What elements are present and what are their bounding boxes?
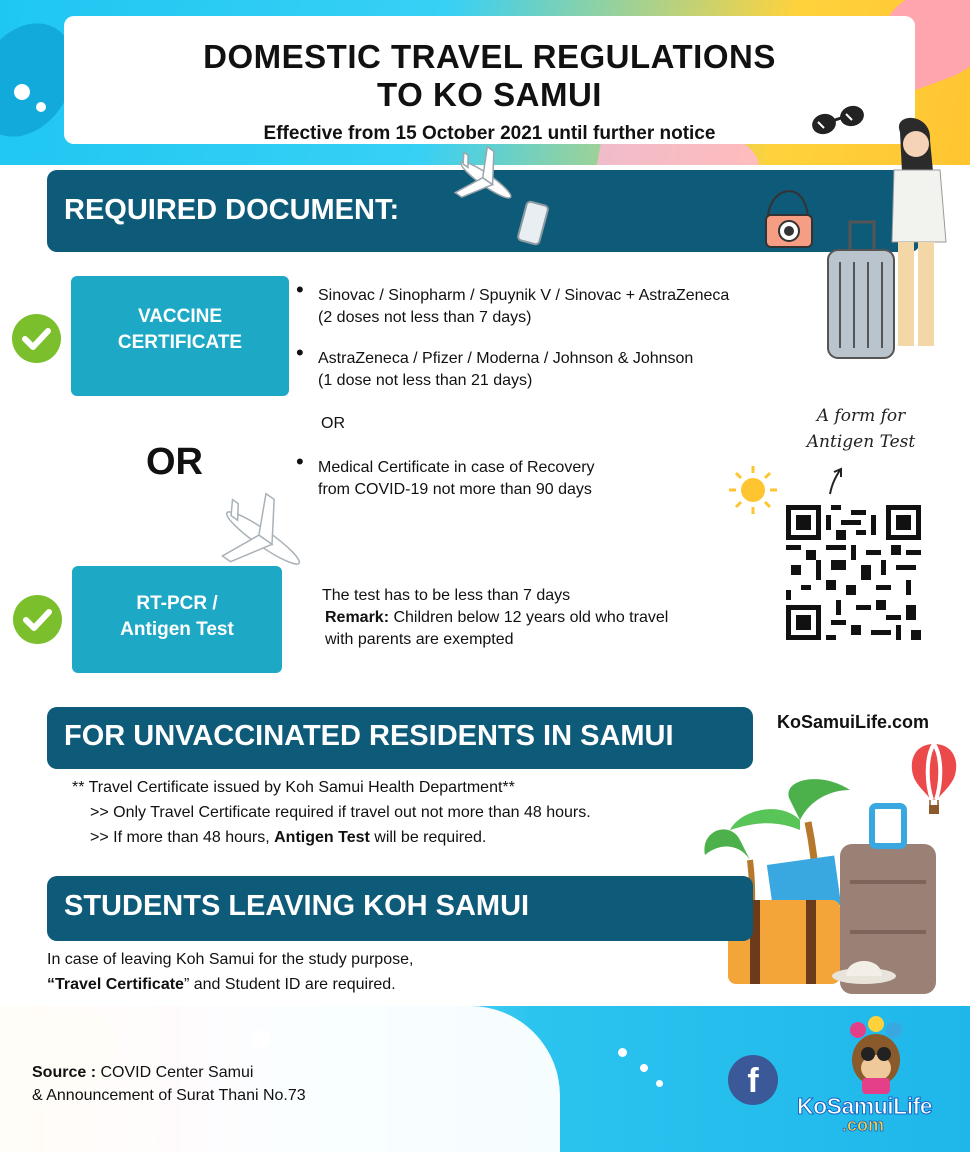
bubble-decor	[618, 1048, 627, 1057]
source-line1	[32, 1061, 306, 1084]
remark-label: Remark:	[325, 609, 390, 626]
airplane-icon	[446, 140, 526, 220]
unvaccinated-text	[72, 775, 591, 850]
vaccine-box-line1: VACCINE	[137, 306, 223, 327]
facebook-icon[interactable]: f	[728, 1055, 778, 1105]
or-small-label: OR	[321, 415, 345, 432]
bullet-dot: •	[296, 340, 304, 365]
bubble-decor	[640, 1064, 648, 1072]
check-icon	[12, 314, 61, 363]
test-box-line2: Antigen Test	[120, 619, 234, 640]
phone-icon	[516, 200, 550, 248]
kosamuilife-logo-mascot	[836, 1016, 916, 1096]
bullet-line2: (1 dose not less than 21 days)	[318, 372, 533, 389]
check-icon	[13, 595, 62, 644]
bullet-dot: •	[296, 277, 304, 302]
bullet-line1: AstraZeneca / Pfizer / Moderna / Johnson & Johnson	[318, 350, 694, 367]
bullet-line1: Medical Certificate in case of Recovery	[318, 459, 595, 476]
bullet-line2: (2 doses not less than 7 days)	[318, 309, 532, 326]
required-document-heading: REQUIRED DOCUMENT:	[47, 170, 920, 252]
or-big-label: OR	[146, 441, 203, 483]
unvaccinated-residents-heading: FOR UNVACCINATED RESIDENTS IN SAMUI	[47, 707, 753, 769]
unvacc-line3-bold: Antigen Test	[274, 829, 370, 846]
rt-pcr-antigen-box	[72, 566, 282, 673]
effective-date: Effective from 15 October 2021 until further notice	[263, 123, 716, 144]
unvacc-line2: >> Only Travel Certificate required if travel out not more than 48 hours.	[90, 804, 591, 821]
test-box-line1: RT-PCR /	[136, 593, 218, 614]
bullet-astrazeneca	[296, 340, 694, 392]
vaccine-box-line2: CERTIFICATE	[117, 332, 243, 353]
bubble-decor	[36, 102, 46, 112]
bullet-line2: from COVID-19 not more than 90 days	[318, 481, 592, 498]
source-label: Source :	[32, 1064, 97, 1081]
qr-label-line2: Antigen Test	[806, 432, 916, 452]
source-text1: COVID Center Samui	[96, 1064, 254, 1081]
kosamuilife-logo-sub: .com	[842, 1115, 885, 1135]
students-leaving-heading: STUDENTS LEAVING KOH SAMUI	[47, 876, 753, 941]
source-citation	[32, 1061, 306, 1107]
bubble-decor	[252, 1030, 270, 1048]
unvacc-line3	[72, 825, 591, 850]
bullet-sinovac	[296, 277, 730, 329]
unvacc-line3-pre: >> If more than 48 hours,	[90, 829, 275, 846]
test-remark-line	[322, 607, 668, 629]
students-line2-bold: “Travel Certificate	[47, 976, 184, 993]
title-card	[64, 16, 915, 144]
traveler-illustration	[822, 112, 952, 367]
test-line3: with parents are exempted	[325, 631, 514, 648]
sun-icon	[727, 464, 779, 516]
site-url-label: KoSamuiLife.com	[777, 712, 930, 732]
page-title-line1: DOMESTIC TRAVEL REGULATIONS	[203, 38, 776, 75]
students-line1: In case of leaving Koh Samui for the study purpose,	[47, 951, 414, 968]
students-line2	[47, 972, 413, 997]
source-line2: & Announcement of Surat Thani No.73	[32, 1087, 306, 1104]
bullet-dot: •	[296, 449, 304, 474]
qr-label-line1: A form for	[816, 406, 906, 426]
bullet-medical-certificate	[296, 449, 595, 501]
students-text	[47, 947, 413, 997]
qr-label	[806, 403, 916, 455]
antigen-form-qr-code[interactable]	[786, 505, 921, 640]
remark-text: Children below 12 years old who travel	[389, 609, 669, 626]
kosamuilife-logo-text[interactable]: KoSamuiLife	[797, 1093, 933, 1119]
bubble-decor	[14, 84, 30, 100]
bubble-decor	[656, 1080, 663, 1087]
page-title-line2: TO KO SAMUI	[377, 76, 602, 113]
bullet-line1: Sinovac / Sinopharm / Spuynik V / Sinovac + AstraZeneca	[318, 287, 730, 304]
students-line2-post: ” and Student ID are required.	[183, 976, 396, 993]
test-line1: The test has to be less than 7 days	[322, 587, 571, 604]
vaccine-certificate-box	[71, 276, 289, 396]
unvacc-line1: ** Travel Certificate issued by Koh Samui Health Department**	[72, 779, 515, 796]
test-requirement-text	[322, 585, 668, 651]
unvacc-line3-post: will be required.	[369, 829, 487, 846]
camera-icon	[760, 165, 818, 255]
arrow-up-icon	[826, 466, 846, 496]
